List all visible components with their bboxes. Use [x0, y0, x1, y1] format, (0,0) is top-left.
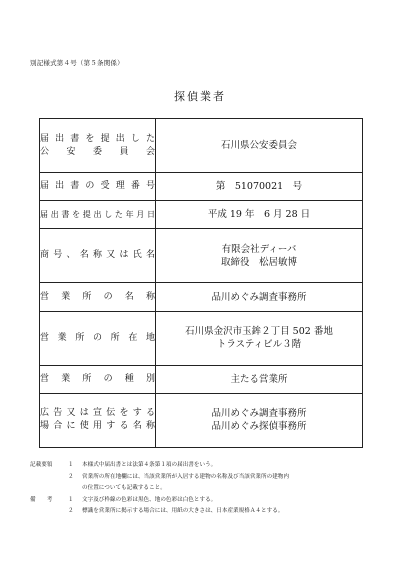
row-value-line: トラスティビル３階: [216, 339, 302, 351]
table-row: [40, 311, 363, 365]
note-number: １: [68, 496, 74, 503]
registration-table: [39, 118, 363, 448]
notes-section: [30, 460, 375, 518]
row-label-line: 場合に使用する名称: [40, 421, 155, 432]
row-label: [40, 393, 156, 447]
table-row: [40, 283, 363, 311]
row-label: [40, 311, 156, 365]
row-value: [156, 173, 363, 201]
table-row: [40, 393, 363, 447]
note-number: ２: [68, 473, 74, 480]
note-text: 営業所の所在地欄には、当該営業所が入居する建物の名称及び当該営業所の建物内: [82, 473, 289, 480]
row-label: [40, 201, 156, 229]
row-label: [40, 283, 156, 311]
note-kisai-1: [30, 460, 375, 472]
row-label-line: 公 安 委 員 会: [40, 146, 155, 157]
table-row: [40, 173, 363, 201]
form-reference-note: 別記様式第４号（第５条関係）: [30, 59, 124, 67]
table-row: [40, 229, 363, 283]
row-label: [40, 229, 156, 283]
row-value: [156, 311, 363, 365]
note-text: 本様式中届出書とは法第４条第１項の届出書をいう。: [82, 462, 217, 468]
row-value-line: 主たる営業所: [230, 373, 288, 385]
row-value: [156, 283, 363, 311]
table-row: [40, 365, 363, 393]
note-text: の位置についても記載すること。: [82, 485, 166, 491]
row-value-line: 第 51070021 号: [215, 181, 303, 193]
row-value-line: 有限会社ディーバ: [221, 243, 297, 255]
row-label-line: 届出書の受理番号: [40, 181, 155, 192]
row-value-line: 品川めぐみ探偵事務所: [211, 421, 307, 433]
row-value-line: 石川県公安委員会: [220, 140, 297, 152]
row-value-line: 品川めぐみ調査事務所: [211, 291, 307, 303]
row-value: [156, 365, 363, 393]
row-label-line: 営 業 所 の 種 別: [40, 373, 155, 384]
note-biko-2: [30, 506, 375, 518]
row-label: [40, 365, 156, 393]
row-value-line: 石川県金沢市玉鉾２丁目 502 番地: [185, 326, 333, 338]
note-text: 標識を営業所に掲示する場合には、用紙の大きさは、日本産業規格Ａ４とする。: [82, 508, 284, 514]
row-value-line: 取締役 松居敏博: [220, 256, 297, 268]
table-row: [40, 201, 363, 229]
note-number: １: [68, 462, 74, 468]
note-kisai-heading: 記載要領: [30, 462, 53, 468]
row-label-line: 営 業 所 の 名 称: [40, 291, 155, 302]
row-value-line: 平成 19 年 6 月 28 日: [207, 209, 311, 221]
row-label: [40, 173, 156, 201]
row-value-line: 品川めぐみ調査事務所: [211, 408, 307, 420]
row-label-line: 商号、名称又は氏名: [40, 250, 155, 261]
document-title: 探偵業者: [174, 90, 226, 103]
row-value: [156, 201, 363, 229]
row-label: [40, 119, 156, 173]
note-number: ２: [68, 508, 74, 514]
row-label-line: 届出書を提出した年月日: [40, 210, 155, 220]
note-kisai-2: [30, 472, 375, 484]
row-label-line: 広告又は宣伝をする: [40, 408, 155, 419]
note-biko-heading: 備 考: [30, 496, 53, 503]
table-row: [40, 119, 363, 173]
row-label-line: 営 業 所 の 所 在 地: [40, 332, 155, 343]
row-label-line: 届出書を提出した: [40, 133, 155, 144]
row-value: [156, 229, 363, 283]
note-kisai-2-cont: [30, 483, 375, 495]
note-biko-1: [30, 495, 375, 507]
note-text: 文字及び枠線の色彩は黒色、地の色彩は白色とする。: [82, 496, 217, 503]
row-value: [156, 119, 363, 173]
row-value: [156, 393, 363, 447]
